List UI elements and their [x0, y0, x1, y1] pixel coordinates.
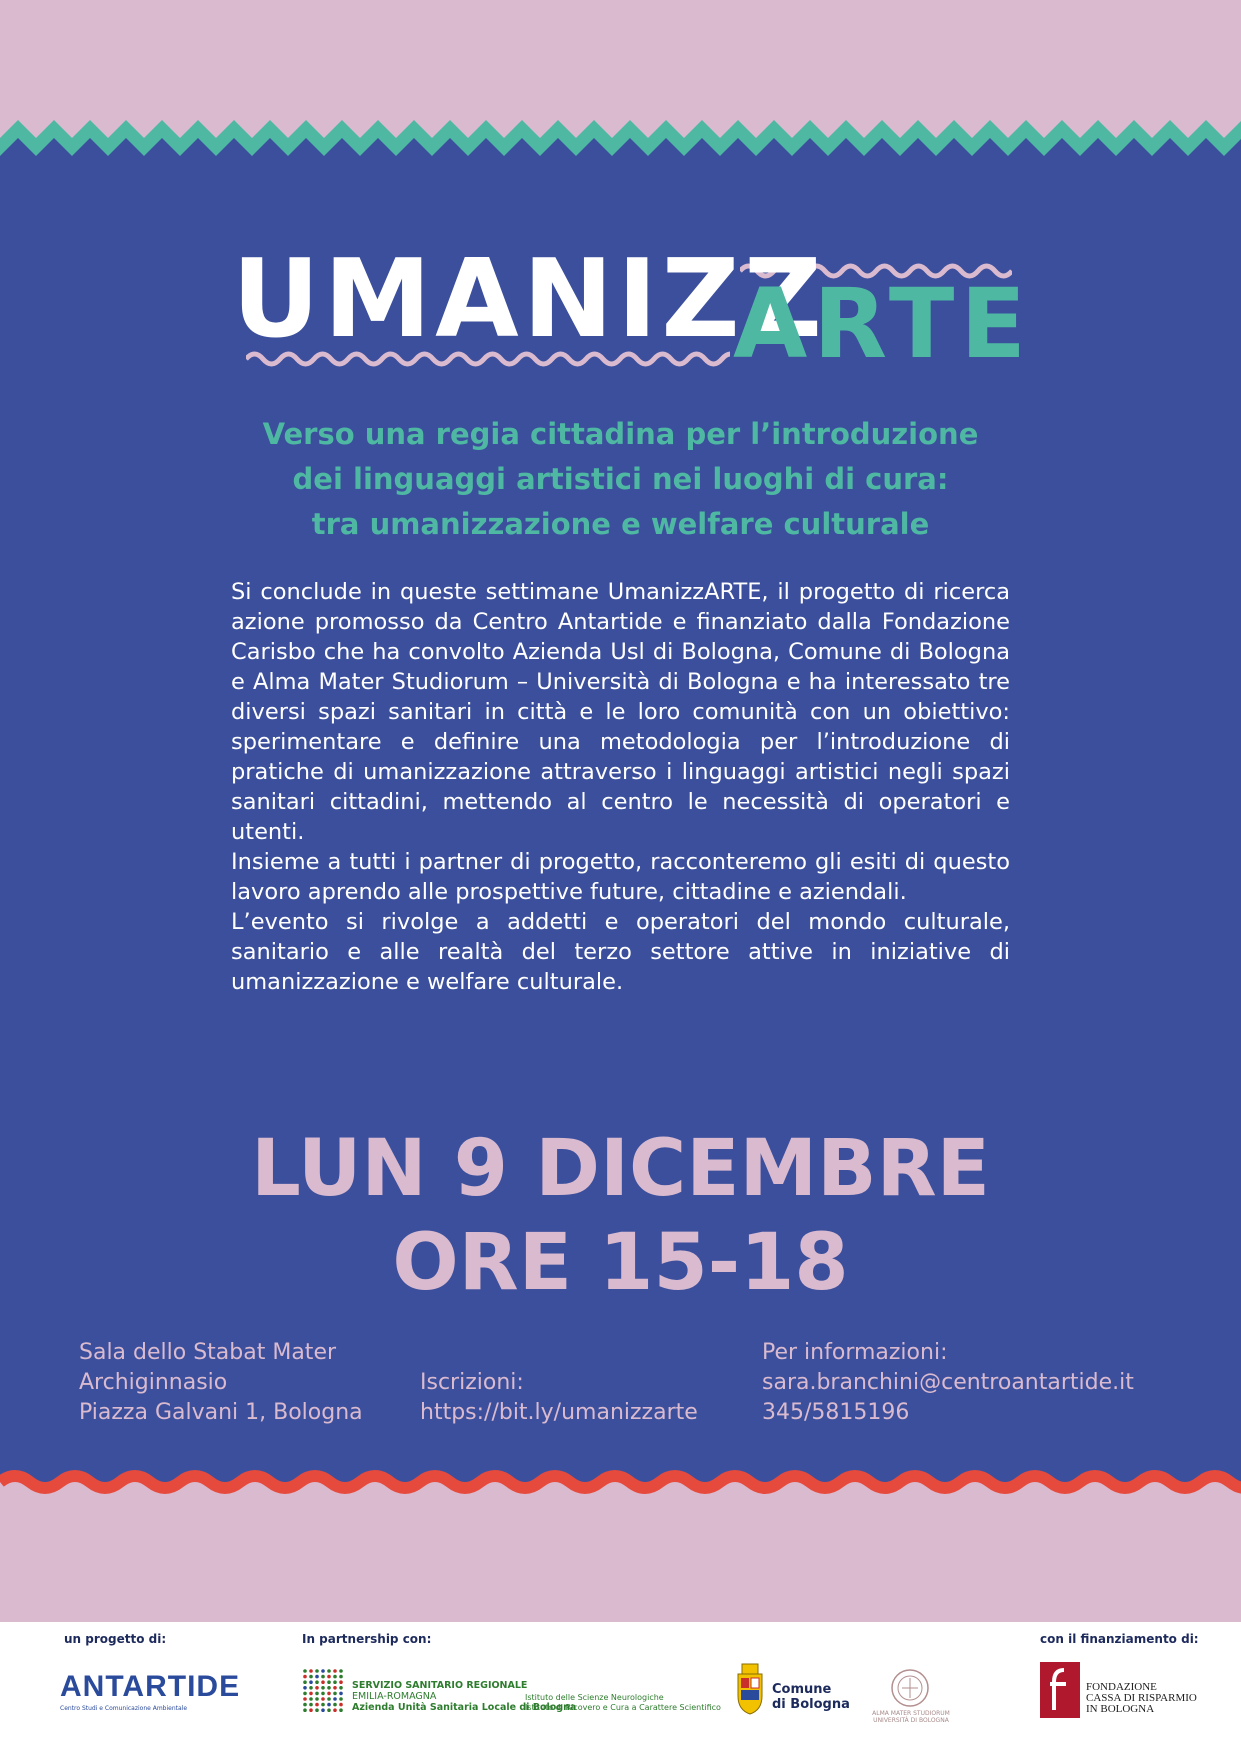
registration-info [420, 1368, 698, 1428]
registration-label: Iscrizioni: [420, 1370, 524, 1395]
top-pink-band [0, 0, 1241, 132]
description-paragraph: Si conclude in queste settimane UmanizzARTE, il progetto di ricerca azione promosso da Centro Antartide e finanziato dalla Fondazione Carisbo che ha convolto Azienda Usl di Bologna, Comune di Bologna e Alma Mater Studiorum – Università di Bologna e ha interessato tre diversi spazi sanitari in città e le loro comunità con un obiettivo: sperimentare e definire una metodologia per l’introduzione di pratiche di umanizzazione attraverso i linguaggi artistici negli spazi sanitari cittadini, mettendo al centro le necessità di operatori e utenti. [231, 579, 1010, 845]
event-date: LUN 9 DICEMBRE [251, 1124, 990, 1214]
bottom-wave-border [0, 1468, 1241, 1512]
contact-email[interactable]: sara.branchini@centroantartide.it [762, 1370, 1134, 1395]
comune-line: Comune [772, 1682, 832, 1697]
subtitle-line: tra umanizzazione e welfare culturale [311, 507, 930, 541]
logo-wave-bottom-decoration [246, 344, 730, 374]
comune-crest-icon [730, 1660, 770, 1716]
subtitle-line: dei linguaggi artistici nei luoghi di cura: [292, 462, 949, 496]
description [231, 577, 1010, 997]
description-paragraph: Insieme a tutti i partner di progetto, racconteremo gli esiti di questo lavoro aprendo alle prospettive future, cittadine e aziendali. [231, 849, 1010, 905]
funding-label: con il finanziamento di: [1040, 1632, 1199, 1646]
unibo-logo-text [868, 1710, 954, 1724]
event-datetime [120, 1122, 1121, 1310]
comune-line: di Bologna [772, 1697, 850, 1712]
carisbo-logo-text [1086, 1682, 1197, 1715]
project-label: un progetto di: [64, 1632, 167, 1646]
event-time: ORE 15-18 [392, 1218, 849, 1308]
isn-logo-text [525, 1693, 721, 1713]
carisbo-line: CASSA DI RISPARMIO [1086, 1692, 1197, 1704]
comune-logo-text [772, 1682, 850, 1712]
unibo-line: ALMA MATER STUDIORUM [872, 1710, 950, 1717]
ssr-dots-logo-icon [302, 1668, 344, 1714]
venue-info [79, 1338, 363, 1428]
contact-phone[interactable]: 345/5815196 [762, 1400, 910, 1425]
venue-line: Sala dello Stabat Mater [79, 1340, 337, 1365]
description-paragraph: L’evento si rivolge a addetti e operatori del mondo culturale, sanitario e alle realtà del terzo settore attive in iniziative di umanizzazione e welfare culturale. [231, 909, 1010, 995]
ssr-line: EMILIA-ROMAGNA [352, 1691, 437, 1702]
antartide-logo: ANTARTIDE [60, 1670, 241, 1703]
isn-line: Istituto di Ricovero e Cura a Carattere Scientifico [525, 1703, 721, 1712]
logo-arte-text: ARTE [733, 268, 1032, 380]
subtitle [150, 412, 1091, 547]
carisbo-line: IN BOLOGNA [1086, 1703, 1155, 1715]
logo-umanizz-text: UMANIZZ [232, 237, 826, 362]
unibo-seal-icon [890, 1668, 930, 1708]
top-zigzag-border [0, 116, 1241, 172]
antartide-tagline: Centro Studi e Comunicazione Ambientale [60, 1705, 188, 1712]
subtitle-line: Verso una regia cittadina per l’introduzione [262, 417, 979, 451]
ssr-line: SERVIZIO SANITARIO REGIONALE [352, 1680, 528, 1691]
unibo-line: UNIVERSITÀ DI BOLOGNA [873, 1717, 949, 1724]
carisbo-logo-icon [1040, 1662, 1080, 1718]
contact-info [762, 1338, 1134, 1428]
ssr-line: Azienda Unità Sanitaria Locale di Bologna [352, 1702, 577, 1713]
registration-link[interactable]: https://bit.ly/umanizzarte [420, 1400, 698, 1425]
carisbo-line: FONDAZIONE [1086, 1681, 1157, 1693]
isn-line: Istituto delle Scienze Neurologiche [525, 1693, 664, 1702]
contact-label: Per informazioni: [762, 1340, 948, 1365]
partners-label: In partnership con: [302, 1632, 432, 1646]
venue-line: Archiginnasio [79, 1370, 228, 1395]
venue-line: Piazza Galvani 1, Bologna [79, 1400, 363, 1425]
